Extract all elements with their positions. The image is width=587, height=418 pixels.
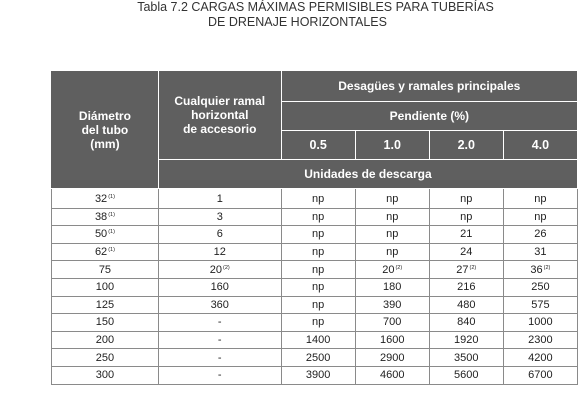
table-row xyxy=(52,208,578,226)
cell-slope-0-5-value: np xyxy=(312,281,325,294)
cell-slope-0-5 xyxy=(281,278,355,296)
cell-slope-0-5 xyxy=(281,261,355,279)
cell-any-branch xyxy=(158,243,281,261)
footnote-marker: (2) xyxy=(469,264,477,271)
cell-diameter-value: 100 xyxy=(95,281,115,294)
cell-any-branch xyxy=(158,261,281,279)
cell-slope-4-0-value: 575 xyxy=(531,298,550,311)
cell-any-branch xyxy=(158,349,281,367)
table-row xyxy=(52,243,578,261)
cell-slope-1-0-value: 700 xyxy=(383,316,402,329)
cell-slope-0-5 xyxy=(281,226,355,244)
cell-slope-4-0 xyxy=(503,189,577,209)
cell-slope-2-0 xyxy=(429,331,503,349)
cell-any-branch xyxy=(158,189,281,209)
cell-slope-0-5 xyxy=(281,243,355,261)
cell-any-branch xyxy=(158,226,281,244)
cell-slope-4-0-value: 31 xyxy=(534,246,547,259)
cell-diameter xyxy=(52,208,159,226)
cell-diameter-value: 300 xyxy=(95,369,115,382)
cell-diameter-value: 125 xyxy=(95,298,115,311)
cell-slope-0-5 xyxy=(281,189,355,209)
cell-slope-2-0-value: 480 xyxy=(457,298,476,311)
cell-slope-0-5-value: 1400 xyxy=(305,334,331,347)
cell-slope-1-0 xyxy=(355,261,429,279)
table-row xyxy=(52,331,578,349)
cell-slope-1-0 xyxy=(355,296,429,314)
cell-slope-1-0 xyxy=(355,366,429,384)
cell-slope-4-0 xyxy=(503,261,577,279)
cell-any-branch-value: 6 xyxy=(216,228,223,241)
cell-diameter-value: 50 xyxy=(94,228,108,241)
cell-slope-1-0 xyxy=(355,314,429,332)
header-discharge-units: Unidades de descarga xyxy=(158,160,577,189)
cell-diameter-value: 32 xyxy=(94,193,108,206)
cell-slope-0-5-value: 2500 xyxy=(305,351,331,364)
cell-slope-1-0-value: np xyxy=(386,246,399,259)
cell-diameter xyxy=(52,243,159,261)
cell-any-branch-value: - xyxy=(217,316,222,329)
cell-slope-0-5 xyxy=(281,349,355,367)
header-any-branch-line-2: horizontal xyxy=(191,108,249,122)
cell-diameter xyxy=(52,296,159,314)
cell-slope-2-0-value: 216 xyxy=(457,281,476,294)
cell-slope-2-0-value: 27 xyxy=(456,263,469,276)
cell-diameter xyxy=(52,366,159,384)
cell-any-branch xyxy=(158,331,281,349)
cell-any-branch-value: 160 xyxy=(210,281,229,294)
header-diameter xyxy=(52,71,159,189)
cell-diameter xyxy=(52,331,159,349)
caption-title: Tabla 7.2 CARGAS MÁXIMAS PERMISIBLES PARA TUBERÍAS xyxy=(137,0,494,14)
table-row xyxy=(52,261,578,279)
cell-any-branch-value: 20 xyxy=(209,263,222,276)
cell-slope-1-0-value: np xyxy=(386,210,399,223)
cell-any-branch-value: 3 xyxy=(216,210,223,223)
cell-slope-2-0-value: 24 xyxy=(460,246,473,259)
cell-slope-4-0-value: np xyxy=(534,193,547,206)
cell-slope-0-5-value: np xyxy=(312,193,325,206)
cell-slope-4-0 xyxy=(503,278,577,296)
table-row xyxy=(52,226,578,244)
footnote-marker: (1) xyxy=(108,211,115,218)
cell-diameter-value: 38 xyxy=(94,210,108,223)
header-diameter-line-1: Diámetro xyxy=(78,108,131,123)
cell-slope-4-0 xyxy=(503,314,577,332)
cell-slope-2-0-value: 840 xyxy=(457,316,476,329)
cell-slope-0-5-value: np xyxy=(312,263,325,276)
cell-slope-4-0-value: 36 xyxy=(530,263,543,276)
cell-any-branch-value: - xyxy=(217,369,222,382)
cell-slope-2-0-value: 5600 xyxy=(454,369,479,382)
cell-slope-2-0-value: 21 xyxy=(460,228,473,241)
table-body xyxy=(52,189,578,385)
cell-diameter xyxy=(52,349,159,367)
cell-slope-0-5-value: np xyxy=(312,210,325,223)
cell-slope-4-0 xyxy=(503,331,577,349)
cell-diameter xyxy=(52,189,159,209)
table-header xyxy=(52,71,578,189)
cell-any-branch-value: 360 xyxy=(210,298,229,311)
cell-slope-2-0 xyxy=(429,208,503,226)
cell-slope-1-0 xyxy=(355,331,429,349)
cell-slope-0-5 xyxy=(281,366,355,384)
cell-diameter xyxy=(52,261,159,279)
footnote-marker: (1) xyxy=(108,229,115,236)
header-any-branch-line-3: de accesorio xyxy=(183,122,257,136)
cell-any-branch-value: 12 xyxy=(213,246,226,259)
cell-diameter-value: 75 xyxy=(98,263,112,276)
table-row xyxy=(52,366,578,384)
cell-slope-0-5-value: np xyxy=(312,228,325,241)
cell-slope-1-0 xyxy=(355,349,429,367)
cell-slope-2-0-value: np xyxy=(460,210,473,223)
cell-diameter xyxy=(52,278,159,296)
footnote-marker: (1) xyxy=(108,247,115,254)
header-slope-4-0: 4.0 xyxy=(503,131,577,160)
cell-slope-2-0 xyxy=(429,349,503,367)
cell-any-branch-value: - xyxy=(217,351,222,364)
cell-slope-2-0 xyxy=(429,189,503,209)
cell-any-branch xyxy=(158,366,281,384)
cell-any-branch-value: - xyxy=(217,334,222,347)
cell-diameter xyxy=(52,314,159,332)
cell-slope-4-0-value: 1000 xyxy=(528,316,553,329)
header-main-group: Desagües y ramales principales xyxy=(281,71,577,102)
cell-slope-1-0 xyxy=(355,243,429,261)
cell-slope-1-0 xyxy=(355,208,429,226)
cell-slope-2-0 xyxy=(429,243,503,261)
cell-slope-0-5-value: np xyxy=(312,246,325,259)
cell-any-branch xyxy=(158,314,281,332)
cell-slope-4-0-value: 250 xyxy=(531,281,550,294)
cell-slope-1-0-value: 2900 xyxy=(379,351,405,364)
cell-slope-4-0 xyxy=(503,226,577,244)
cell-slope-1-0-value: 180 xyxy=(383,281,402,294)
cell-slope-2-0-value: np xyxy=(460,193,473,206)
cell-slope-4-0-value: 6700 xyxy=(528,369,553,382)
footnote-marker: (2) xyxy=(395,264,403,271)
cell-slope-0-5-value: np xyxy=(312,316,325,329)
cell-any-branch xyxy=(158,296,281,314)
cell-slope-0-5 xyxy=(281,331,355,349)
footnote-marker: (2) xyxy=(543,264,551,271)
cell-slope-2-0 xyxy=(429,261,503,279)
cell-slope-1-0 xyxy=(355,278,429,296)
cell-slope-1-0 xyxy=(355,226,429,244)
cell-slope-2-0 xyxy=(429,366,503,384)
cell-any-branch xyxy=(158,208,281,226)
cell-slope-1-0-value: np xyxy=(386,193,399,206)
cell-slope-4-0 xyxy=(503,349,577,367)
table-row xyxy=(52,278,578,296)
table-row xyxy=(52,314,578,332)
cell-slope-0-5 xyxy=(281,296,355,314)
cell-slope-2-0 xyxy=(429,296,503,314)
cell-slope-2-0-value: 1920 xyxy=(454,334,479,347)
footnote-marker: (1) xyxy=(108,194,115,201)
cell-slope-1-0 xyxy=(355,189,429,209)
cell-slope-4-0 xyxy=(503,296,577,314)
cell-slope-2-0 xyxy=(429,314,503,332)
cell-slope-0-5 xyxy=(281,208,355,226)
cell-slope-1-0-value: 1600 xyxy=(379,334,405,347)
cell-slope-4-0-value: 26 xyxy=(534,228,547,241)
caption-subtitle: DE DRENAJE HORIZONTALES xyxy=(208,15,387,29)
header-diameter-line-2: del tubo xyxy=(81,122,129,137)
header-any-branch-line-1: Cualquier ramal xyxy=(174,94,266,108)
cell-slope-4-0 xyxy=(503,243,577,261)
cell-diameter xyxy=(52,226,159,244)
header-any-branch xyxy=(158,71,281,160)
cell-slope-2-0 xyxy=(429,226,503,244)
cell-any-branch-value: 1 xyxy=(216,193,223,206)
cell-diameter-value: 250 xyxy=(95,351,115,364)
cell-slope-1-0-value: 390 xyxy=(383,298,402,311)
cell-slope-2-0 xyxy=(429,278,503,296)
cell-slope-4-0-value: 4200 xyxy=(528,351,553,364)
cell-slope-1-0-value: np xyxy=(386,228,399,241)
cell-slope-4-0-value: 2300 xyxy=(528,334,553,347)
table-row xyxy=(52,349,578,367)
header-diameter-line-3: (mm) xyxy=(90,136,120,151)
cell-diameter-value: 150 xyxy=(95,316,115,329)
cell-slope-4-0 xyxy=(503,208,577,226)
cell-slope-1-0-value: 4600 xyxy=(379,369,405,382)
header-slope-group: Pendiente (%) xyxy=(281,102,577,131)
table-row xyxy=(52,189,578,209)
cell-slope-0-5 xyxy=(281,314,355,332)
header-slope-1-0: 1.0 xyxy=(355,131,429,160)
table-caption xyxy=(0,0,587,30)
cell-any-branch xyxy=(158,278,281,296)
footnote-marker: (2) xyxy=(223,264,230,271)
drainage-load-table xyxy=(51,70,578,385)
header-slope-0-5: 0.5 xyxy=(281,131,355,160)
cell-diameter-value: 200 xyxy=(95,334,115,347)
header-slope-2-0: 2.0 xyxy=(429,131,503,160)
cell-slope-1-0-value: 20 xyxy=(382,263,395,276)
cell-diameter-value: 62 xyxy=(94,246,108,259)
cell-slope-0-5-value: 3900 xyxy=(305,369,331,382)
cell-slope-2-0-value: 3500 xyxy=(454,351,479,364)
cell-slope-0-5-value: np xyxy=(312,298,325,311)
cell-slope-4-0-value: np xyxy=(534,210,547,223)
table-row xyxy=(52,296,578,314)
cell-slope-4-0 xyxy=(503,366,577,384)
